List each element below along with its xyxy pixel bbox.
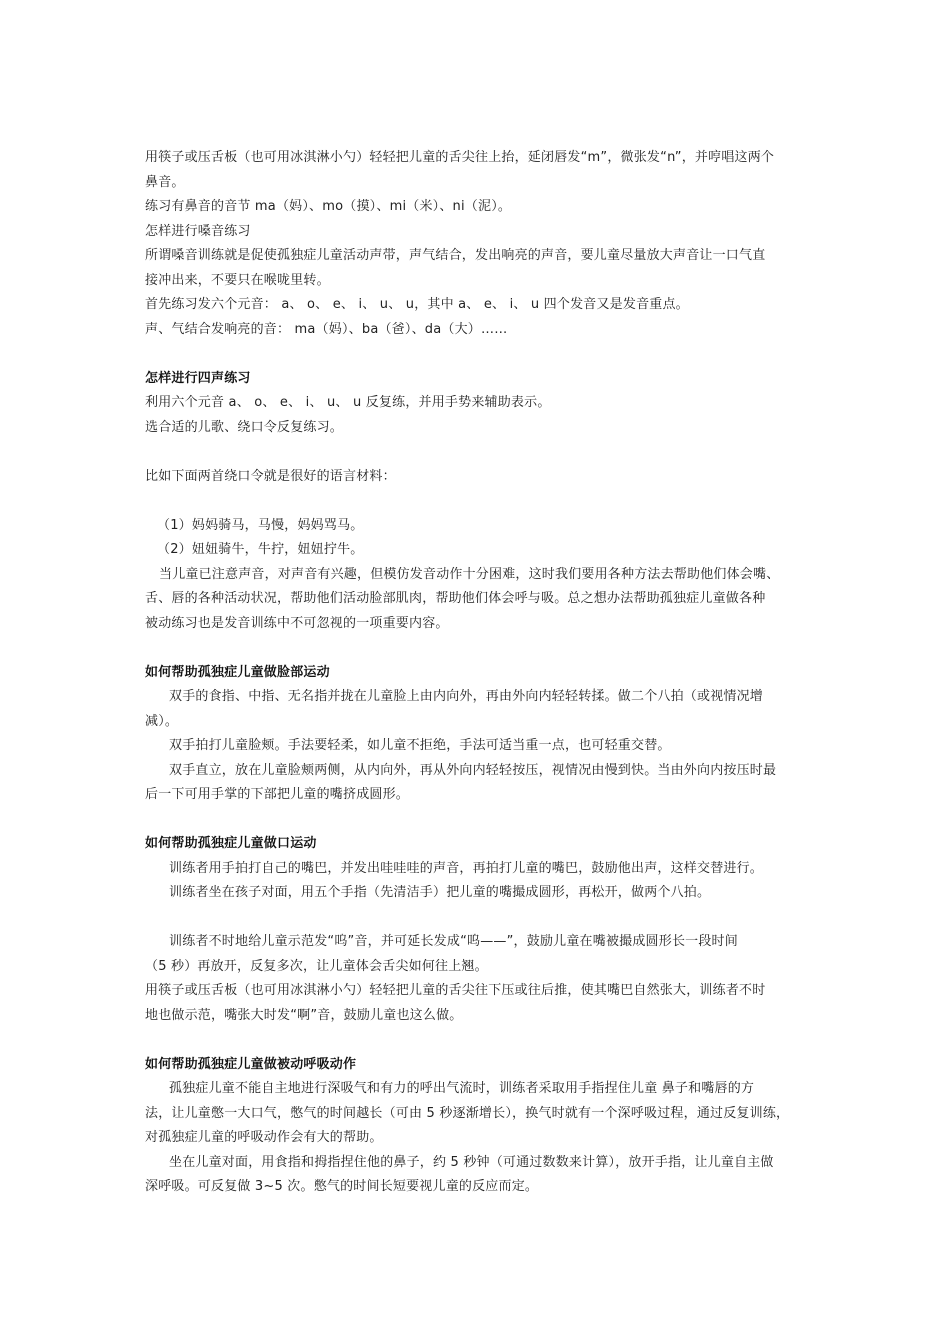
paragraph-line: 被动练习也是发音训练中不可忽视的一项重要内容。 — [145, 615, 449, 631]
section-heading-mouth-exercise: 如何帮助孤独症儿童做口运动 — [145, 836, 317, 851]
paragraph-line: 减）。 — [145, 713, 179, 729]
paragraph-line: 地也做示范，嘴张大时发“啊”音，鼓励儿童也这么做。 — [145, 1007, 463, 1023]
section-heading-face-exercise: 如何帮助孤独症儿童做脸部运动 — [145, 664, 330, 680]
paragraph-line: 选合适的儿歌、绕口令反复练习。 — [145, 419, 344, 435]
paragraph-line: 声、气结合发响亮的音： ma（妈）、ba（爸）、da（大）…… — [145, 321, 508, 337]
tongue-twister-2: （2）妞妞骑牛，牛拧，妞妞拧牛。 — [157, 542, 364, 557]
paragraph-line: 后一下可用手掌的下部把儿童的嘴挤成圆形。 — [145, 787, 410, 802]
blank-line — [145, 342, 817, 367]
paragraph-line: 所谓嗓音训练就是促使孤独症儿童活动声带，声气结合，发出响亮的声音，要儿童尽量放大声音让一口气直 — [145, 248, 766, 263]
paragraph-line: 利用六个元音 a、 o、 e、 i、 u、 u 反复练，并用手势来辅助表示。 — [145, 395, 551, 410]
paragraph-line: 练习有鼻音的音节 ma（妈）、mo（摸）、mi（米）、ni（泥）。 — [145, 199, 512, 214]
paragraph-line: 双手的食指、中指、无名指并拢在儿童脸上由内向外，再由外向内轻轻转揉。做二个八拍（或视情况增 — [169, 689, 764, 704]
section-heading-four-tones: 怎样进行四声练习 — [145, 370, 251, 386]
section-heading-breathing-exercise: 如何帮助孤独症儿童做被动呼吸动作 — [145, 1056, 357, 1072]
paragraph-line: 孤独症儿童不能自主地进行深吸气和有力的呼出气流时，训练者采取用手指捏住儿童 鼻子和嘴唇的方 — [169, 1081, 755, 1096]
paragraph-line: 鼻音。 — [145, 174, 185, 190]
blank-line — [145, 636, 817, 661]
paragraph-line: 训练者坐在孩子对面，用五个手指（先清洁手）把儿童的嘴撮成圆形，再松开，做两个八拍。 — [169, 885, 711, 900]
paragraph-line: 比如下面两首绕口令就是很好的语言材料： — [145, 468, 396, 484]
paragraph-line: 用筷子或压舌板（也可用冰淇淋小勺）轻轻把儿童的舌尖往上抬，延闭唇发“m”，微张发“n”，并哼唱这两个 — [145, 150, 775, 165]
paragraph-line: 接冲出来，不要只在喉咙里转。 — [145, 272, 330, 288]
blank-line — [145, 808, 817, 833]
tongue-twister-1: （1）妈妈骑马，马慢，妈妈骂马。 — [157, 517, 364, 533]
paragraph-line: 双手直立，放在儿童脸颊两侧，从内向外，再从外向内轻轻按压，视情况由慢到快。当由外向内按压时最 — [169, 762, 777, 778]
subheading-line: 怎样进行嗓音练习 — [145, 223, 251, 239]
paragraph-line: 对孤独症儿童的呼吸动作会有大的帮助。 — [145, 1130, 383, 1145]
blank-line — [145, 1028, 817, 1053]
paragraph-line: 双手拍打儿童脸颊。手法要轻柔，如儿童不拒绝，手法可适当重一点，也可轻重交替。 — [169, 738, 671, 753]
paragraph-line: （5 秒）再放开，反复多次，让儿童体会舌尖如何往上翘。 — [145, 958, 488, 974]
paragraph-line: 当儿童已注意声音，对声音有兴趣，但模仿发音动作十分困难，这时我们要用各种方法去帮助他们体会嘴、 — [159, 566, 780, 582]
document-body — [145, 146, 817, 1200]
paragraph-line: 训练者用手拍打自己的嘴巴，并发出哇哇哇的声音，再拍打儿童的嘴巴，鼓励他出声，这样交替进行。 — [169, 860, 764, 876]
paragraph-line: 训练者不时地给儿童示范发“呜”音，并可延长发成“呜——”，鼓励儿童在嘴被撮成圆形长一段时间 — [169, 934, 738, 949]
paragraph-line: 坐在儿童对面，用食指和拇指捏住他的鼻子，约 5 秒钟（可通过数数来计算），放开手指，让儿童自主做 — [169, 1154, 774, 1170]
blank-line — [145, 489, 817, 514]
paragraph-line: 法，让儿童憋一大口气，憋气的时间越长（可由 5 秒逐渐增长），换气时就有一个深呼吸过程，通过反复训练， — [145, 1105, 790, 1121]
paragraph-line: 舌、唇的各种活动状况，帮助他们活动脸部肌肉，帮助他们体会呼与吸。总之想办法帮助孤独症儿童做各种 — [145, 591, 766, 606]
paragraph-line: 首先练习发六个元音： a、 o、 e、 i、 u、 u，其中 a、 e、 i、 u 四个发音又是发音重点。 — [145, 297, 689, 312]
blank-line — [145, 906, 817, 931]
paragraph-line: 用筷子或压舌板（也可用冰淇淋小勺）轻轻把儿童的舌尖往下压或往后推，使其嘴巴自然张大，训练者不时 — [145, 983, 766, 998]
paragraph-line: 深呼吸。可反复做 3~5 次。憋气的时间长短要视儿童的反应而定。 — [145, 1179, 539, 1194]
blank-line — [145, 440, 817, 465]
